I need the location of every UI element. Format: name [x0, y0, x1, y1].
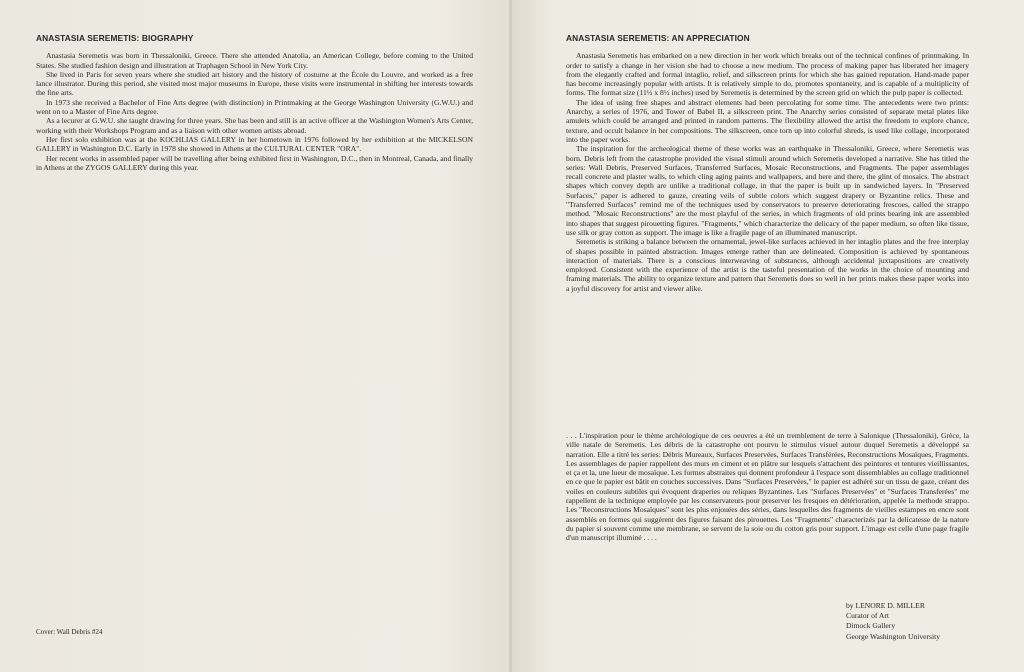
right-page — [512, 0, 1024, 672]
appreciation-title: ANASTASIA SEREMETIS: AN APPRECIATION — [566, 33, 750, 43]
cover-caption: Cover: Wall Debris #24 — [36, 628, 103, 636]
biography-paragraph: Her first solo exhibition was at the KOCHLIAS GALLERY in her hometown in 1976 followed by her exhibition at the MICKELSON GALLERY in Washington D.C. Early in 1978 she showed in Athens at the CULTURAL CENTER "ORA". — [36, 134, 473, 154]
appreciation-paragraph: The inspiration for the archeological theme of these works was an earthquake in Thessaloniki, Greece, where Seremetis was born. Debris left from the catastrophe provided the visual stimuli around which Seremetis developed a narrative. She has titled the series: Wall Debris, Preserved Surfaces, Transferred Surfaces, Mosaic Reconstructions, and Fragments. The paper assemblages recall concrete and plaster walls, to which cling aging paints and wallpapers, and here and there, the glint of mosaics. The abstract shapes which convey depth are unlike a traditional collage, in that the paper is built up in sandwiched layers. In "Preserved Surfaces," paper is adhered to gauze, creating veils of subtle colors which suggest drapery or Byzantine relics. These and "Transferred Surfaces" remind me of the techniques used by conservators to preserve deteriorating frescoes, called the strappo method. "Mosaic Reconstructions" are the most playful of the series, in which fragments of old prints bearing ink are assembled into shapes that suggest pirouetting figures. "Fragments," which characterize the delicacy of the paper medium, so often like tissue, use silk or gray cotton as support. The image is like a fragile page of an illuminated manuscript. — [566, 144, 969, 237]
left-page — [0, 0, 510, 672]
signature-name: by LENORE D. MILLER — [846, 601, 925, 610]
biography-title: ANASTASIA SEREMETIS: BIOGRAPHY — [36, 33, 194, 43]
appreciation-paragraph: The idea of using free shapes and abstract elements had been percolating for some time. The antecedents were two prints: Anarchy, a series of 1976, and Tower of Babel II, a silkscreen print. The Anarchy series consisted of separate metal plates like amulets which could be arranged and printed in random patterns. The flexibility allowed the artist the freedom to explore chance, texture, and occult balance in her compositions. The silkscreen, once torn up into colorful shreds, is used like collage, incorporated into the paper works. — [566, 97, 969, 144]
biography-paragraph: Her recent works in assembled paper will be travelling after being exhibited first in Washington, D.C., then in Montreal, Canada, and finally in Athens at the ZYGOS GALLERY during this year. — [36, 153, 473, 172]
signature-institution: George Washington University — [846, 631, 941, 641]
biography-paragraph: As a lecurer at G.W.U. she taught drawing for three years. She has been and still is an active officer at the Washington Women's Arts Center, working with their Workshops Program and as a liaison with other women artists abroad. — [36, 116, 473, 135]
biography-paragraph: She lived in Paris for seven years where she studied art history and the history of costume at the École du Louvre, and worked as a free lance illustrator. During this period, she visited most major museums in Europe, these visits were instrumental in shifting her interests towards the fine arts. — [36, 69, 473, 98]
biography-paragraph: In 1973 she received a Bachelor of Fine Arts degree (with distinction) in Printmaking at the George Washington University (G.W.U.) and went on to a Master of Fine Arts degree. — [36, 97, 473, 117]
appreciation-paragraph: Seremetis is striking a balance between the ornamental, jewel-like surfaces achieved in her intaglio plates and the free interplay of shapes possible in painted abstraction. Images emerge rather than are delineated. Composition is achieved by spontaneous interaction of materials. There is a conscious interweaving of substances, although accidental juxtapositions are creatively employed. Consistent with the experience of the artist is the tasteful presentation of the works in the choice of mounting and framing materials. The ability to organize texture and pattern that Seremetis does so well in her prints makes these paper works into a joyful discovery for artist and viewer alike. — [566, 237, 969, 293]
appreciation-paragraph: Anastasia Seremetis has embarked on a new direction in her work which breaks out of the technical confines of printmaking. In order to satisfy a change in her vision she had to choose a new medium. The process of making paper has liberated her imagery from the elegantly crafted and formal intaglio, relief, and silkscreen prints for which she has gained reputation. Hand-made paper has become increasingly popular with artists. It is relatively simple to do, promotes spontaneity, and is capable of a multiplicity of forms. The format size (11½ x 8½ inches) used by Seremetis is determined by the screen grid on which the pulp paper is collected. — [566, 51, 969, 98]
biography-section — [36, 34, 473, 172]
french-excerpt — [566, 431, 969, 543]
french-paragraph: . . . L'inspiration pour le thème archéologique de ces oeuvres a été un tremblement de terre à Salonique (Thessaloniki), Grèce, la ville natale de Seremetis. Les débris de la catastrophe ont pourvu le stimulus visuel autour duquel Seremetis a développé sa narration. Elle a titré les series: Débris Mureaux, Surfaces Preservées, Surfaces Transférées, Reconstructions Mosaïques, Fragments. Les assemblages de papier rappellent des murs en ciment et en plâtre sur lesquels s'attachent des peintures et tentures vieillissantes, et ça et la, une lueur de mosaïque. Les formes abstraites qui donnent profondeur à l'espace sont dissemblables au collage traditionnel en ce que le papier est bâtit en couches successives. Dans "Surfaces Preservées," le papier est adhéré sur un tissu de gaze, créant des voiles en couleurs subtiles qui évoquent draperies ou reliques Byzantines. Les "Surfaces Preservées" et "Surfaces Transferées" me rappellent de la technique employée par les conservateurs pour preserver les fresques en détérioration, appelée la methode strappo. Les "Reconstructions Mosaïques" sont les plus enjouées des séries, dans lesquelles des fragments de vieilles estampes en encre sont assemblés en formes qui suggèrent des figures faisant des pirouettes. Les "Fragments" characterizés par la delicatesse de la nature du papier si souvent comme une membrane, se servent de la soie ou du cotton gris pour support. L'image est celle d'une page fragile d'un manuscript illuminé . . . . — [566, 431, 969, 543]
signature-gallery: Dimock Gallery — [846, 621, 896, 631]
signature-role: Curator of Art — [846, 611, 890, 621]
biography-paragraph: Anastasia Seremetis was born in Thessaloniki, Greece. There she attended Anatolia, an American College, before coming to the United States. She studied fashion design and illustration at Traphagen School in New York City. — [36, 51, 473, 70]
appreciation-section — [566, 34, 969, 293]
signature-block — [846, 601, 940, 642]
